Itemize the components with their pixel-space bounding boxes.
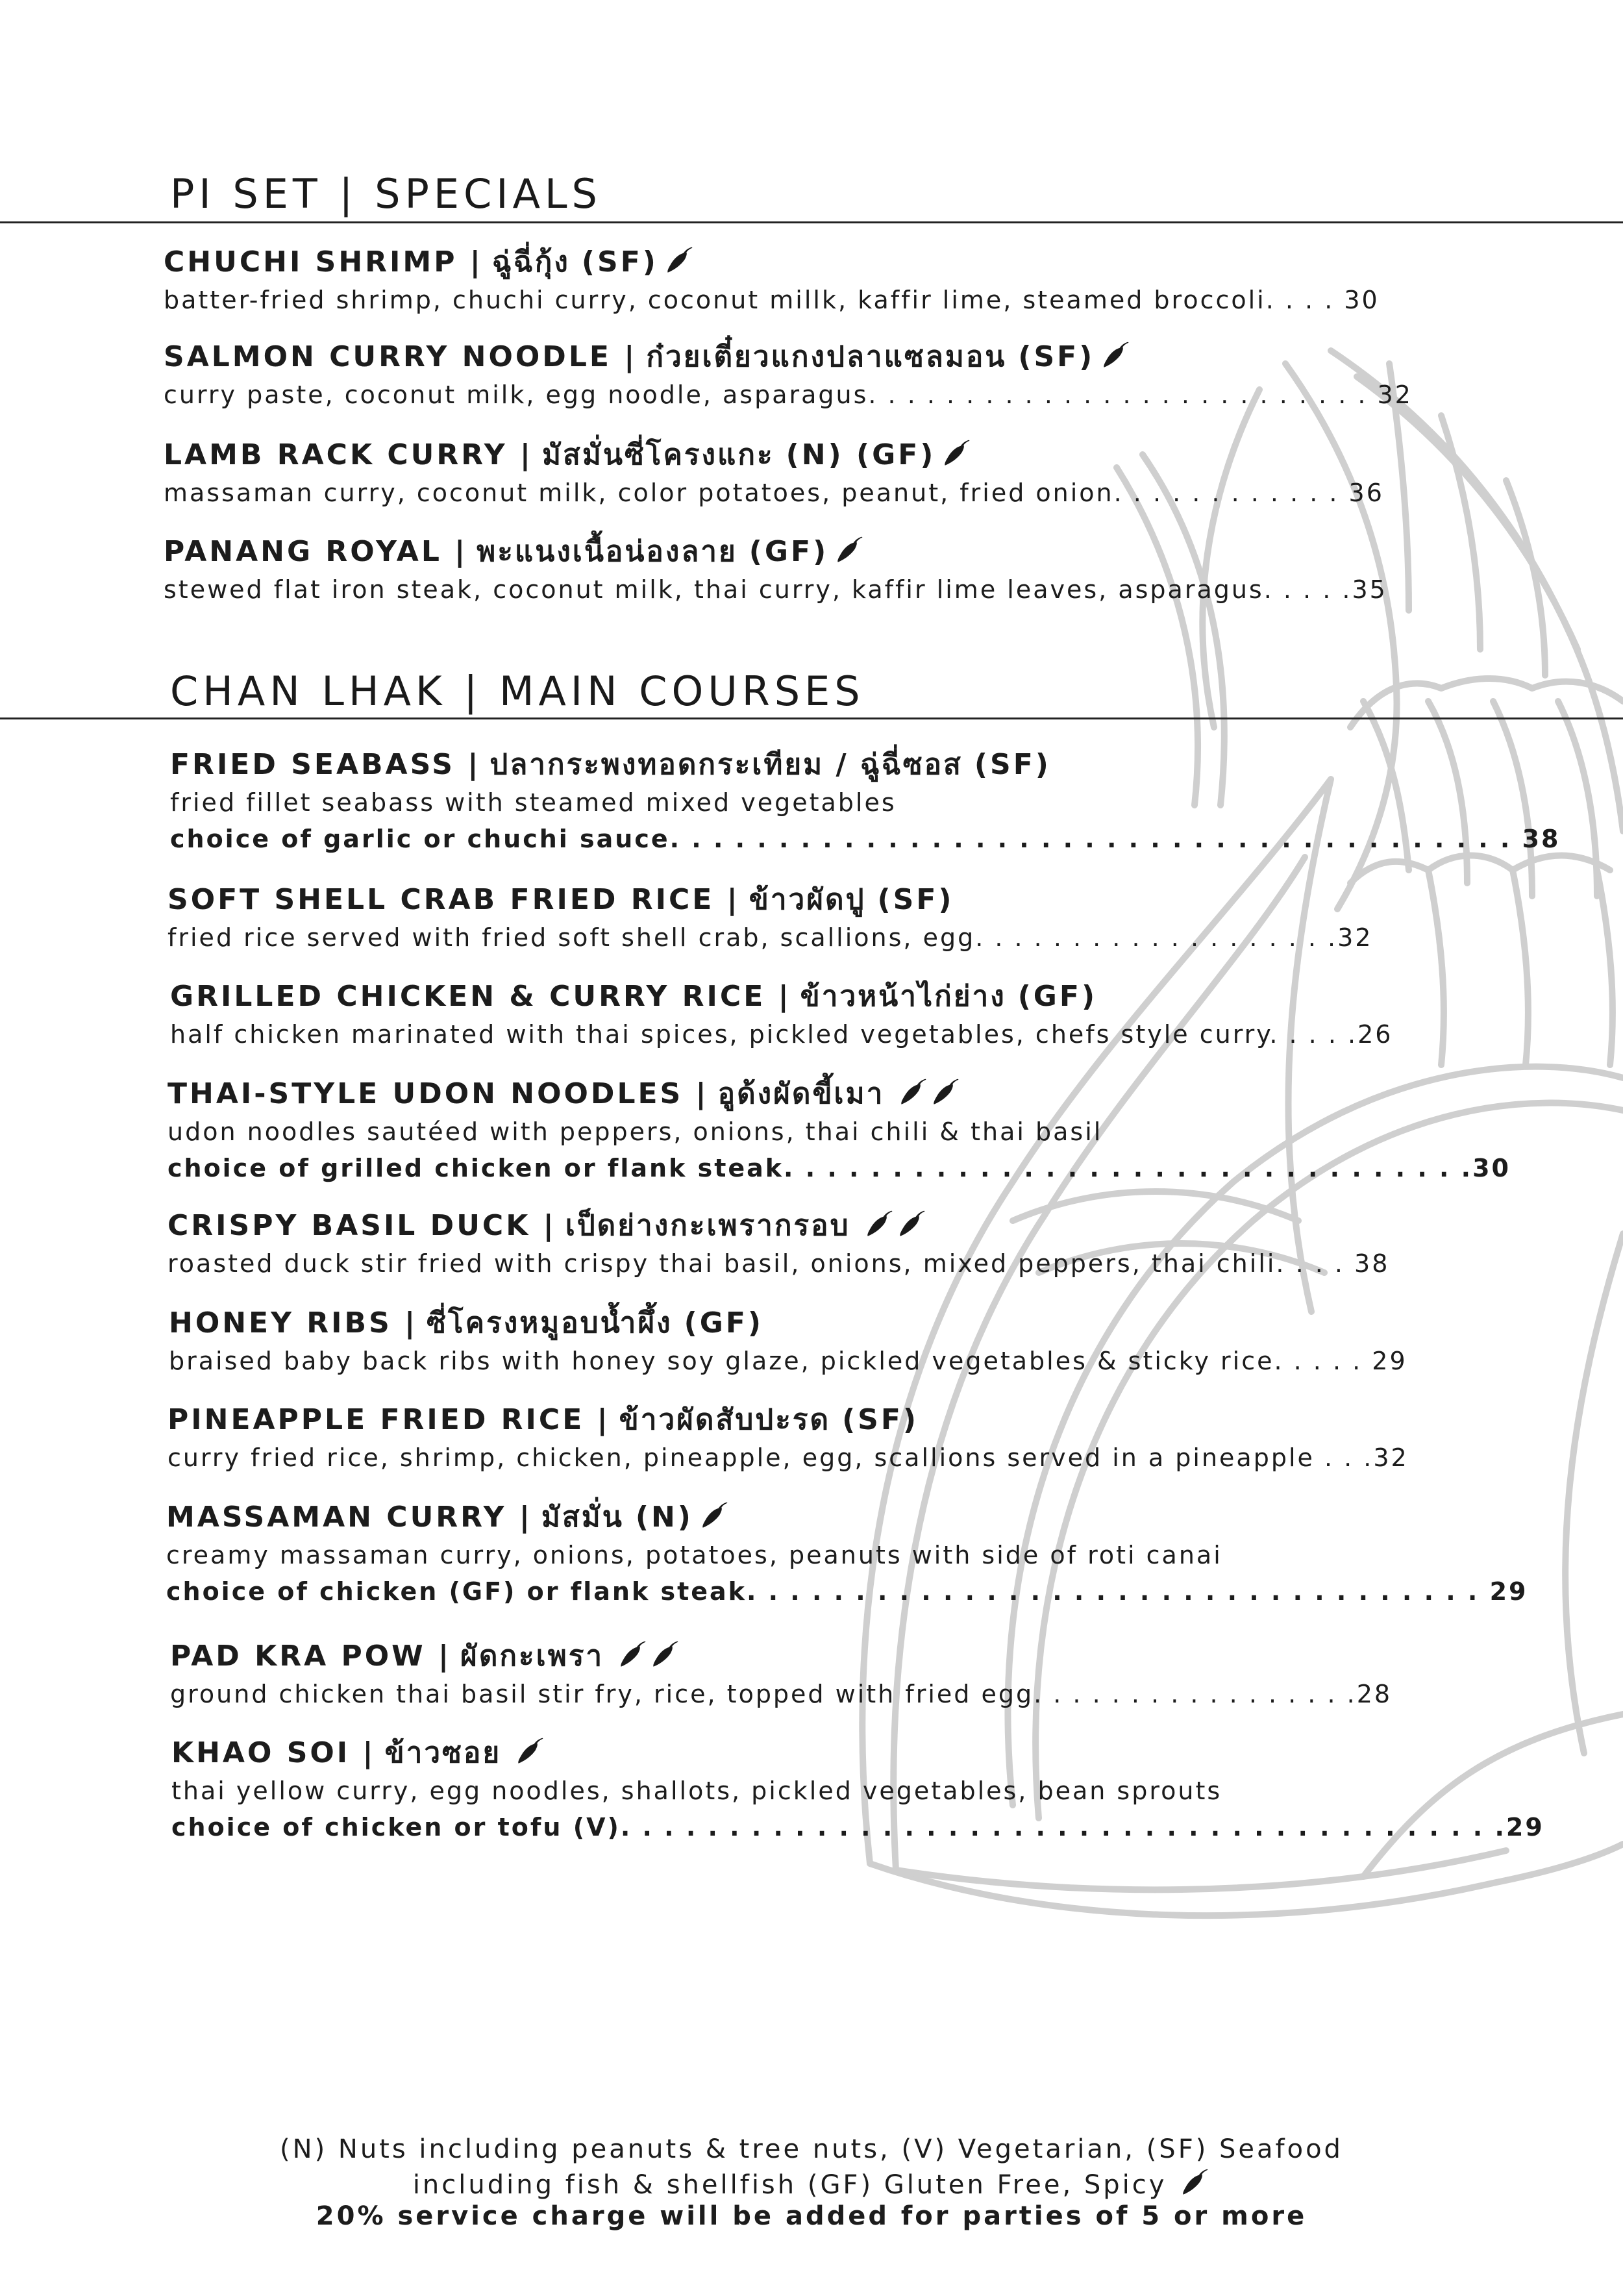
dish-tags: (GF) <box>749 535 829 568</box>
dish-thai-name: ข้าวซอย <box>384 1736 502 1769</box>
footer-line-2-text: including fish & shellfish (GF) Gluten Free, Spicy <box>412 2170 1167 2200</box>
dish-tags: (SF) <box>974 748 1051 781</box>
dish-name: CHUCHI SHRIMP | <box>164 245 483 279</box>
dish-choice: choice of chicken or tofu (V). . . . . . . . . . . . . . . . . . . . . . . . . . . . . . . . . . . . . . . . .29 <box>171 1813 1544 1841</box>
dish-thai-name: ซี่โครงหมูอบน้ำผึ้ง <box>427 1306 673 1340</box>
chili-icon <box>898 1075 928 1107</box>
chili-icon <box>1101 338 1131 370</box>
dish-tags: (GF) <box>684 1306 764 1340</box>
dish-thai-name: ผัดกะเพรา <box>460 1640 604 1673</box>
dish-thai-name: มัสมั่นซี่โครงแกะ <box>542 438 774 471</box>
dish-name: MASSAMAN CURRY | <box>166 1501 532 1534</box>
menu-item-pad-kra-pow <box>170 1637 1392 1712</box>
section-title-specials: PI SET | SPECIALS <box>170 170 602 218</box>
dish-description: udon noodles sautéed with peppers, onions, thai chili & thai basil <box>167 1117 1103 1146</box>
dish-description: half chicken marinated with thai spices, pickled vegetables, chefs style curry. . . . .26 <box>170 1020 1393 1049</box>
dish-thai-name: ก๋วยเตี๋ยวแกงปลาแซลมอน <box>646 340 1007 373</box>
menu-item-honey-ribs <box>169 1304 1407 1379</box>
dish-tags: (N) (GF) <box>786 438 936 471</box>
chili-icon <box>942 436 972 468</box>
dish-tags: (SF) <box>1018 340 1095 373</box>
dish-description: batter-fried shrimp, chuchi curry, coconut millk, kaffir lime, steamed broccoli. . . . 30 <box>164 286 1380 314</box>
dish-thai-name: มัสมั่น <box>541 1501 624 1534</box>
dish-thai-name: เป็ดย่างกะเพรากรอบ <box>565 1209 850 1242</box>
dish-name: PAD KRA POW | <box>170 1640 452 1673</box>
section-divider <box>0 718 1623 719</box>
menu-item-khao-soi <box>171 1734 1544 1845</box>
dish-thai-name: ข้าวผัดสับปะรด <box>619 1403 831 1436</box>
dish-name: SOFT SHELL CRAB FRIED RICE | <box>167 883 740 916</box>
menu-item-crispy-basil-duck <box>167 1206 1389 1282</box>
dish-tags: (SF) <box>842 1403 919 1436</box>
chili-icon <box>515 1734 545 1766</box>
dish-description: curry paste, coconut milk, egg noodle, asparagus. . . . . . . . . . . . . . . . . . . . . . . . . . 32 <box>164 381 1413 409</box>
chili-icon <box>1180 2165 1210 2197</box>
dish-description: ground chicken thai basil stir fry, rice, topped with fried egg. . . . . . . . . . . . . . . . .28 <box>170 1680 1393 1708</box>
dish-name: PANANG ROYAL | <box>164 535 468 568</box>
dish-name: PINEAPPLE FRIED RICE | <box>167 1403 610 1436</box>
menu-item-soft-shell-crab-fried-rice <box>167 880 1372 956</box>
dish-description: curry fried rice, shrimp, chicken, pineapple, egg, scallions served in a pineapple . . .32 <box>167 1443 1409 1472</box>
menu-item-thai-style-udon-noodles <box>167 1075 1511 1186</box>
dish-name: SALMON CURRY NOODLE | <box>164 340 638 373</box>
menu-item-grilled-chicken-curry-rice <box>170 977 1393 1053</box>
chili-icon <box>618 1637 648 1669</box>
chili-icon <box>650 1637 680 1669</box>
dish-name: HONEY RIBS | <box>169 1306 418 1340</box>
chili-icon <box>931 1075 961 1107</box>
dish-name: CRISPY BASIL DUCK | <box>167 1209 556 1242</box>
dish-description: roasted duck stir fried with crispy thai basil, onions, mixed peppers, thai chili. . . . 38 <box>167 1249 1390 1278</box>
menu-item-lamb-rack-curry <box>164 436 1384 511</box>
chili-icon <box>700 1498 730 1530</box>
dish-thai-name: พะแนงเนื้อน่องลาย <box>477 535 737 568</box>
dish-description: fried fillet seabass with steamed mixed vegetables <box>170 788 897 817</box>
dish-choice: choice of chicken (GF) or flank steak. . . . . . . . . . . . . . . . . . . . . . . . . . . . . . . . . . 29 <box>166 1577 1528 1606</box>
chili-icon <box>835 532 865 565</box>
chili-icon <box>665 243 695 275</box>
dish-thai-name: ข้าวผัดปู <box>749 883 866 916</box>
dish-tags: (SF) <box>581 245 658 279</box>
dish-name: THAI-STYLE UDON NOODLES | <box>167 1077 709 1110</box>
menu-item-salmon-curry-noodle <box>164 338 1413 413</box>
dish-description: creamy massaman curry, onions, potatoes, peanuts with side of roti canai <box>166 1541 1222 1569</box>
footer-legend <box>0 2134 1623 2232</box>
chili-icon <box>865 1206 895 1239</box>
dish-thai-name: อูด้งผัดขี้เมา <box>717 1077 885 1110</box>
dish-tags: (SF) <box>877 883 954 916</box>
menu-item-panang-royal <box>164 532 1387 608</box>
footer-line-2 <box>0 2165 1623 2201</box>
menu-item-fried-seabass <box>170 745 1560 857</box>
footer-line-3: 20% service charge will be added for parties of 5 or more <box>316 2201 1307 2231</box>
footer-line-1: (N) Nuts including peanuts & tree nuts, (V) Vegetarian, (SF) Seafood <box>280 2134 1343 2164</box>
section-title-main-courses: CHAN LHAK | MAIN COURSES <box>170 668 865 715</box>
menu-item-pineapple-fried-rice <box>167 1401 1409 1476</box>
dish-thai-name: ข้าวหน้าไก่ย่าง <box>800 980 1006 1013</box>
dish-tags: (N) <box>635 1501 693 1534</box>
dish-name: GRILLED CHICKEN & CURRY RICE | <box>170 980 791 1013</box>
section-divider <box>0 221 1623 223</box>
dish-description: thai yellow curry, egg noodles, shallots, pickled vegetables, bean sprouts <box>171 1777 1222 1805</box>
dish-description: massaman curry, coconut milk, color potatoes, peanut, fried onion. . . . . . . . . . . . 36 <box>164 479 1384 507</box>
dish-tags: (GF) <box>1017 980 1098 1013</box>
dish-name: LAMB RACK CURRY | <box>164 438 533 471</box>
dish-name: KHAO SOI | <box>171 1736 376 1769</box>
dish-choice: choice of grilled chicken or flank steak. . . . . . . . . . . . . . . . . . . . . . . . . . . . . . . .30 <box>167 1154 1511 1182</box>
dish-description: braised baby back ribs with honey soy glaze, pickled vegetables & sticky rice. . . . . 29 <box>169 1347 1407 1375</box>
dish-name: FRIED SEABASS | <box>170 748 481 781</box>
chili-icon <box>897 1206 927 1239</box>
dish-thai-name: ฉู่ฉี่กุ้ง <box>491 245 570 279</box>
menu-item-massaman-curry <box>166 1498 1528 1610</box>
menu-item-chuchi-shrimp <box>164 243 1380 318</box>
dish-description: fried rice served with fried soft shell crab, scallions, egg. . . . . . . . . . . . . . . . . . .32 <box>167 923 1373 952</box>
dish-choice: choice of garlic or chuchi sauce. . . . . . . . . . . . . . . . . . . . . . . . . . . . . . . . . . . . . . . 38 <box>170 825 1561 853</box>
dish-thai-name: ปลากระพงทอดกระเทียม / ฉู่ฉี่ซอส <box>489 748 963 781</box>
dish-description: stewed flat iron steak, coconut milk, thai curry, kaffir lime leaves, asparagus. . . . .35 <box>164 575 1387 604</box>
